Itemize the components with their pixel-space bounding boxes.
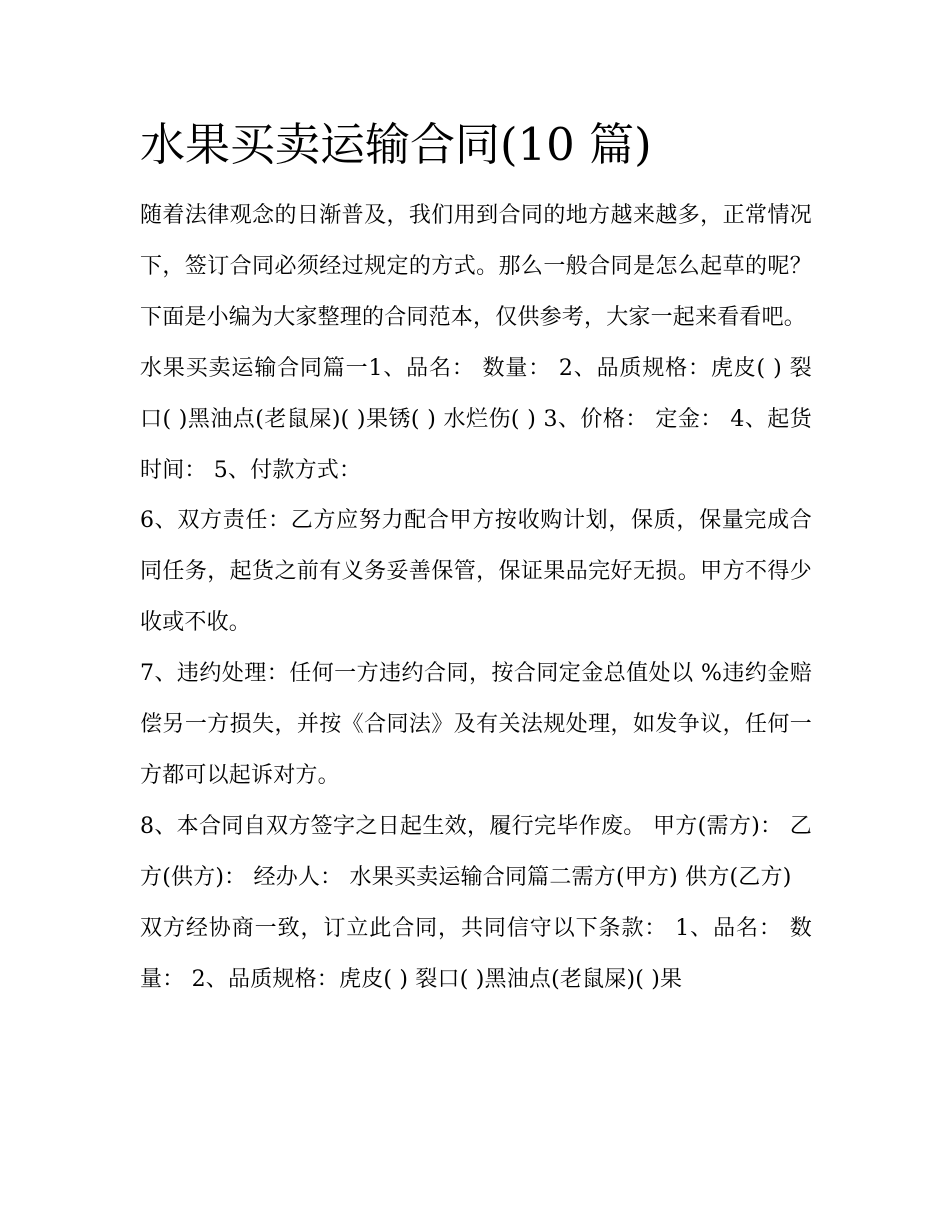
paragraph-effective-signatures: 8、本合同自双方签字之日起生效，履行完毕作废。 甲方(需方)： 乙方(供方)： 经办人： 水果买卖运输合同篇二需方(甲方) 供方(乙方) (140, 813, 812, 890)
paragraph-responsibilities: 6、双方责任：乙方应努力配合甲方按收购计划，保质，保量完成合同任务，起货之前有义务妥善保管，保证果品完好无损。甲方不得少收或不收。 (140, 508, 812, 636)
paragraph-contract-two-terms: 双方经协商一致，订立此合同，共同信守以下条款： 1、品名： 数量： 2、品质规格：虎皮( ) 裂口( )黑油点(老鼠屎)( )果 (140, 915, 812, 992)
paragraph-breach: 7、违约处理：任何一方违约合同，按合同定金总值处以 %违约金赔偿另一方损失，并按《合同法》及有关法规处理，如发争议，任何一方都可以起诉对方。 (140, 661, 812, 788)
paragraph-contract-one-terms: 水果买卖运输合同篇一1、品名： 数量： 2、品质规格：虎皮( ) 裂口( )黑油点(老鼠屎)( )果锈( ) 水烂伤( ) 3、价格： 定金： 4、起货时间： 5、付款方式： (140, 355, 812, 483)
paragraph-intro: 随着法律观念的日渐普及，我们用到合同的地方越来越多，正常情况下，签订合同必须经过规定的方式。那么一般合同是怎么起草的呢？下面是小编为大家整理的合同范本，仅供参考，大家一起来看看吧。 (140, 203, 812, 330)
document-title: 水果买卖运输合同(10 篇) (140, 118, 652, 171)
